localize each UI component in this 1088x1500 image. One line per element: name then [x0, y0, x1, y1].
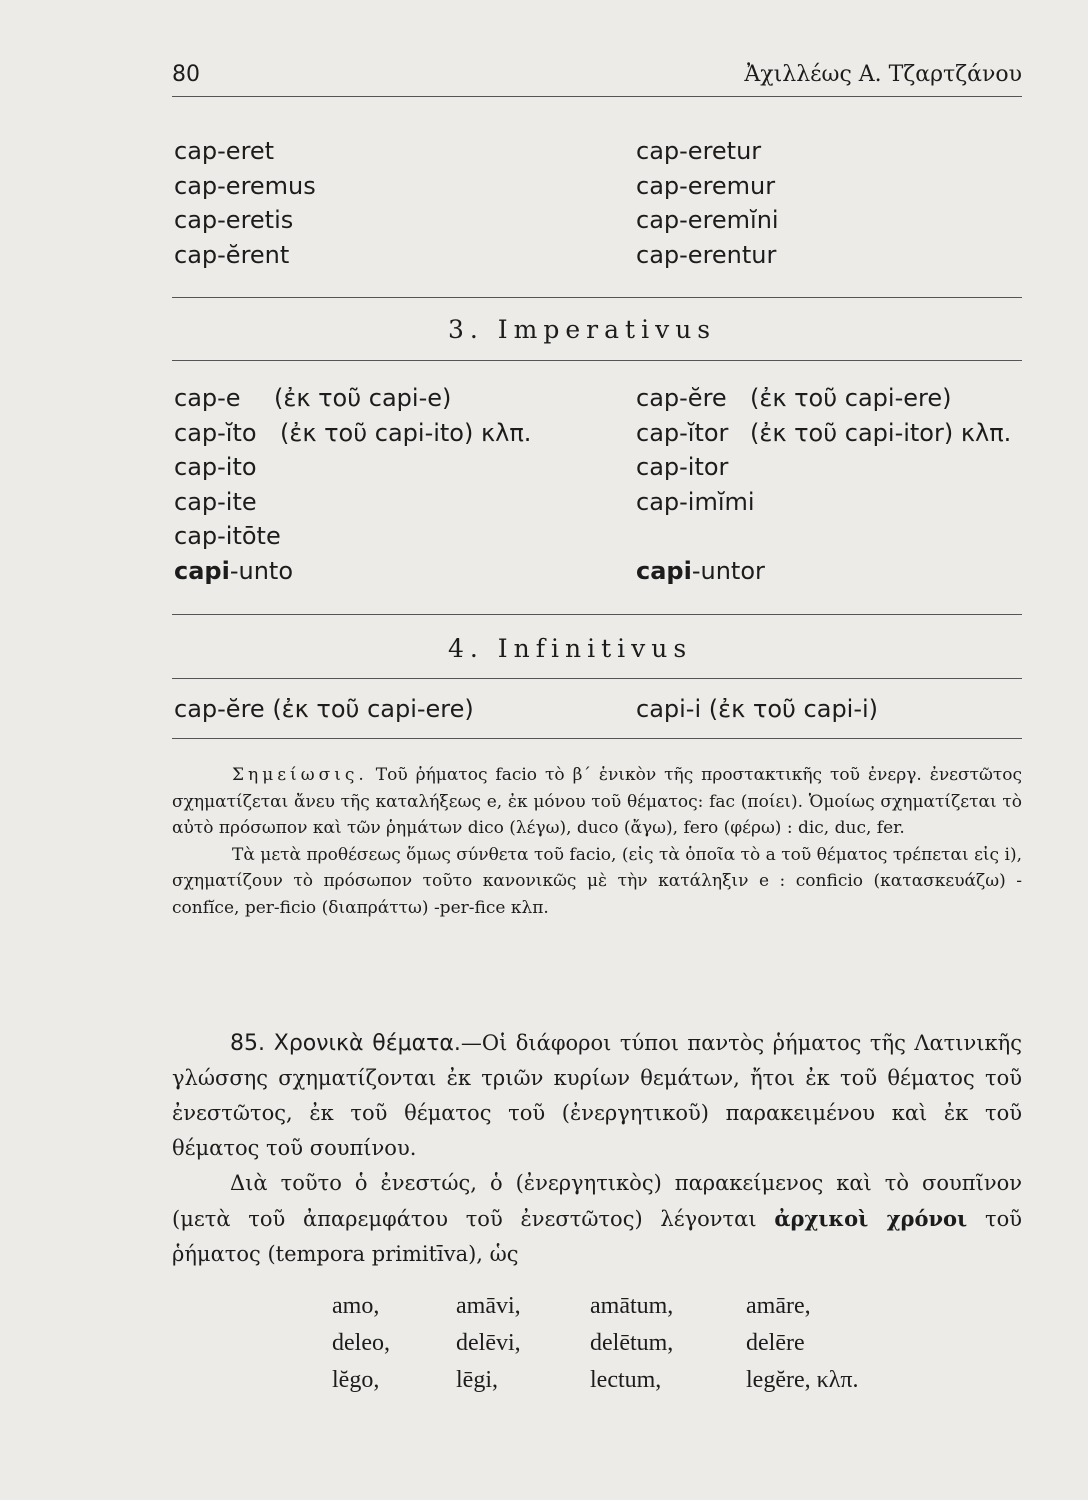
imperative-passive-row: [636, 554, 1011, 589]
example-cell: deleo,: [332, 1330, 390, 1356]
form: cap-ite: [174, 487, 257, 516]
example-cell: amāvi,: [456, 1293, 521, 1319]
form-stem: capi: [174, 556, 230, 585]
section-rule: [172, 678, 1022, 679]
note-block: [172, 762, 1022, 921]
form: cap-e: [174, 384, 241, 412]
form: cap-imĭmi: [636, 487, 755, 516]
infinitive-title: 4. Infinitivus: [448, 634, 693, 663]
example-row: [332, 1288, 932, 1325]
subjunctive-passive-column: [636, 134, 779, 272]
principal-parts-table: [332, 1288, 932, 1399]
imperative-title: 3. Imperativus: [448, 315, 717, 344]
form: cap-ito: [174, 453, 257, 481]
example-cell: delēre: [746, 1330, 805, 1356]
example-cell: amātum,: [590, 1293, 674, 1319]
form: cap-ĕrent: [174, 240, 290, 269]
example-cell: delēvi,: [456, 1330, 521, 1356]
section-85-paragraph: [172, 1166, 1022, 1272]
page-number: 80: [172, 62, 200, 87]
section-85-text: τοῦ ῥήματος (tempora primitīva), ὡς: [172, 1207, 1022, 1266]
imperative-passive-row: [636, 381, 1011, 416]
form-ending: -untor: [691, 556, 765, 585]
form: cap-eret: [174, 137, 275, 165]
form-note: (ἐκ τοῦ capi-i): [708, 695, 879, 723]
form: cap-ĕre: [636, 384, 727, 412]
example-cell: lēgi,: [456, 1367, 498, 1393]
infinitive-passive: [636, 692, 878, 726]
imperative-active-row: [174, 554, 531, 589]
example-cell: delētum,: [590, 1330, 674, 1356]
note-lead: Σημείωσις.: [232, 765, 368, 785]
imperative-passive-column: [636, 381, 1011, 588]
spacer-row: [636, 519, 1011, 554]
form: cap-ĭtor: [636, 418, 729, 447]
form: cap-eremur: [636, 171, 776, 200]
section-85: [172, 1026, 1022, 1272]
example-row: [332, 1362, 932, 1399]
imperative-active-column: [174, 381, 531, 588]
form: cap-itor: [636, 453, 729, 481]
form: cap-ĕre: [174, 695, 265, 723]
form: cap-eretur: [636, 137, 762, 165]
form: cap-eretis: [174, 206, 294, 234]
note-text: Τοῦ ῥήματος facio τὸ β΄ ἑνικὸν τῆς προστακτικῆς τοῦ ἐνεργ. ἐνεστῶτος σχηματίζεται ἄνευ τῆς καταλήξεως e, ἐκ μόνου τοῦ θέματος: fac (ποίει). Ὁμοίως σχηματίζεται τὸ αὐτὸ πρόσωπον καὶ τῶν ῥημάτων dico (λέγω), duco (ἄγω), fero (φέρω) : dic, duc, fer.: [172, 765, 1023, 838]
form: cap-erentur: [636, 240, 777, 269]
imperative-active-row: [174, 381, 531, 416]
subjunctive-active-column: [174, 134, 316, 272]
note-paragraph: [172, 762, 1022, 842]
section-85-text: Διὰ τοῦτο ὁ ἐνεστώς, ὁ (ἐνεργητικὸς) παρακείμενος καὶ τὸ σουπῖνον (μετὰ τοῦ ἀπαρεμφάτου τοῦ ἐνεστῶτος) λέγονται: [172, 1171, 1022, 1231]
section-rule: [172, 614, 1022, 615]
example-cell: amo,: [332, 1293, 380, 1319]
form: cap-eremus: [174, 171, 316, 200]
example-cell: lĕgo,: [332, 1367, 380, 1393]
form-note: (ἐκ τοῦ capi-ere): [750, 384, 952, 412]
example-cell: amāre,: [746, 1293, 811, 1319]
section-rule: [172, 297, 1022, 298]
section-rule: [172, 738, 1022, 739]
note-paragraph: Τὰ μετὰ προθέσεως ὅμως σύνθετα τοῦ facio, (εἰς τὰ ὁποῖα τὸ a τοῦ θέματος τρέπεται εἰς i), σχηματίζουν τὸ πρόσωπον τοῦτο κανονικῶς μὲ τὴν κατάληξιν e : conficio (κατασκευάζω) - confĭce, per-ficio (διαπράττω) -per-fice κλπ.: [172, 844, 1022, 918]
form-note: (ἐκ τοῦ capi-e): [274, 384, 452, 412]
example-row: [332, 1325, 932, 1362]
form: cap-ĭto: [174, 418, 257, 447]
form-note: (ἐκ τοῦ capi-ito) κλπ.: [280, 418, 532, 447]
keyword-archikoi-chronoi: ἀρχικοὶ χρόνοι: [774, 1206, 968, 1231]
infinitive-active: [174, 692, 474, 726]
form: cap-itōte: [174, 522, 281, 550]
form: capi-i: [636, 695, 702, 723]
example-cell: lectum,: [590, 1367, 662, 1393]
imperative-passive-row: [636, 416, 1011, 451]
section-85-paragraph: [172, 1026, 1022, 1166]
form: cap-eremĭni: [636, 206, 779, 234]
form-note: (ἐκ τοῦ capi-ere): [272, 695, 474, 723]
form-note: (ἐκ τοῦ capi-itor) κλπ.: [750, 418, 1012, 447]
section-rule: [172, 360, 1022, 361]
running-header-author: Ἀχιλλέως Α. Τζαρτζάνου: [744, 62, 1022, 87]
form-ending: -unto: [229, 556, 294, 585]
form-stem: capi: [636, 556, 692, 585]
example-cell: legĕre, κλπ.: [746, 1367, 859, 1393]
header-rule: [172, 96, 1022, 97]
section-85-text: —Οἱ διάφοροι τύποι παντὸς ῥήματος τῆς Λατινικῆς γλώσσης σχηματίζονται ἐκ τριῶν κυρίων θεμάτων, ἤτοι ἐκ τοῦ θέματος τοῦ ἐνεστῶτος, ἐκ τοῦ θέματος τοῦ (ἐνεργητικοῦ) παρακειμένου καὶ ἐκ τοῦ θέματος τοῦ σουπίνου.: [172, 1031, 1022, 1160]
section-85-heading: 85. Χρονικὰ θέματα.: [230, 1031, 461, 1056]
imperative-active-row: [174, 416, 531, 451]
